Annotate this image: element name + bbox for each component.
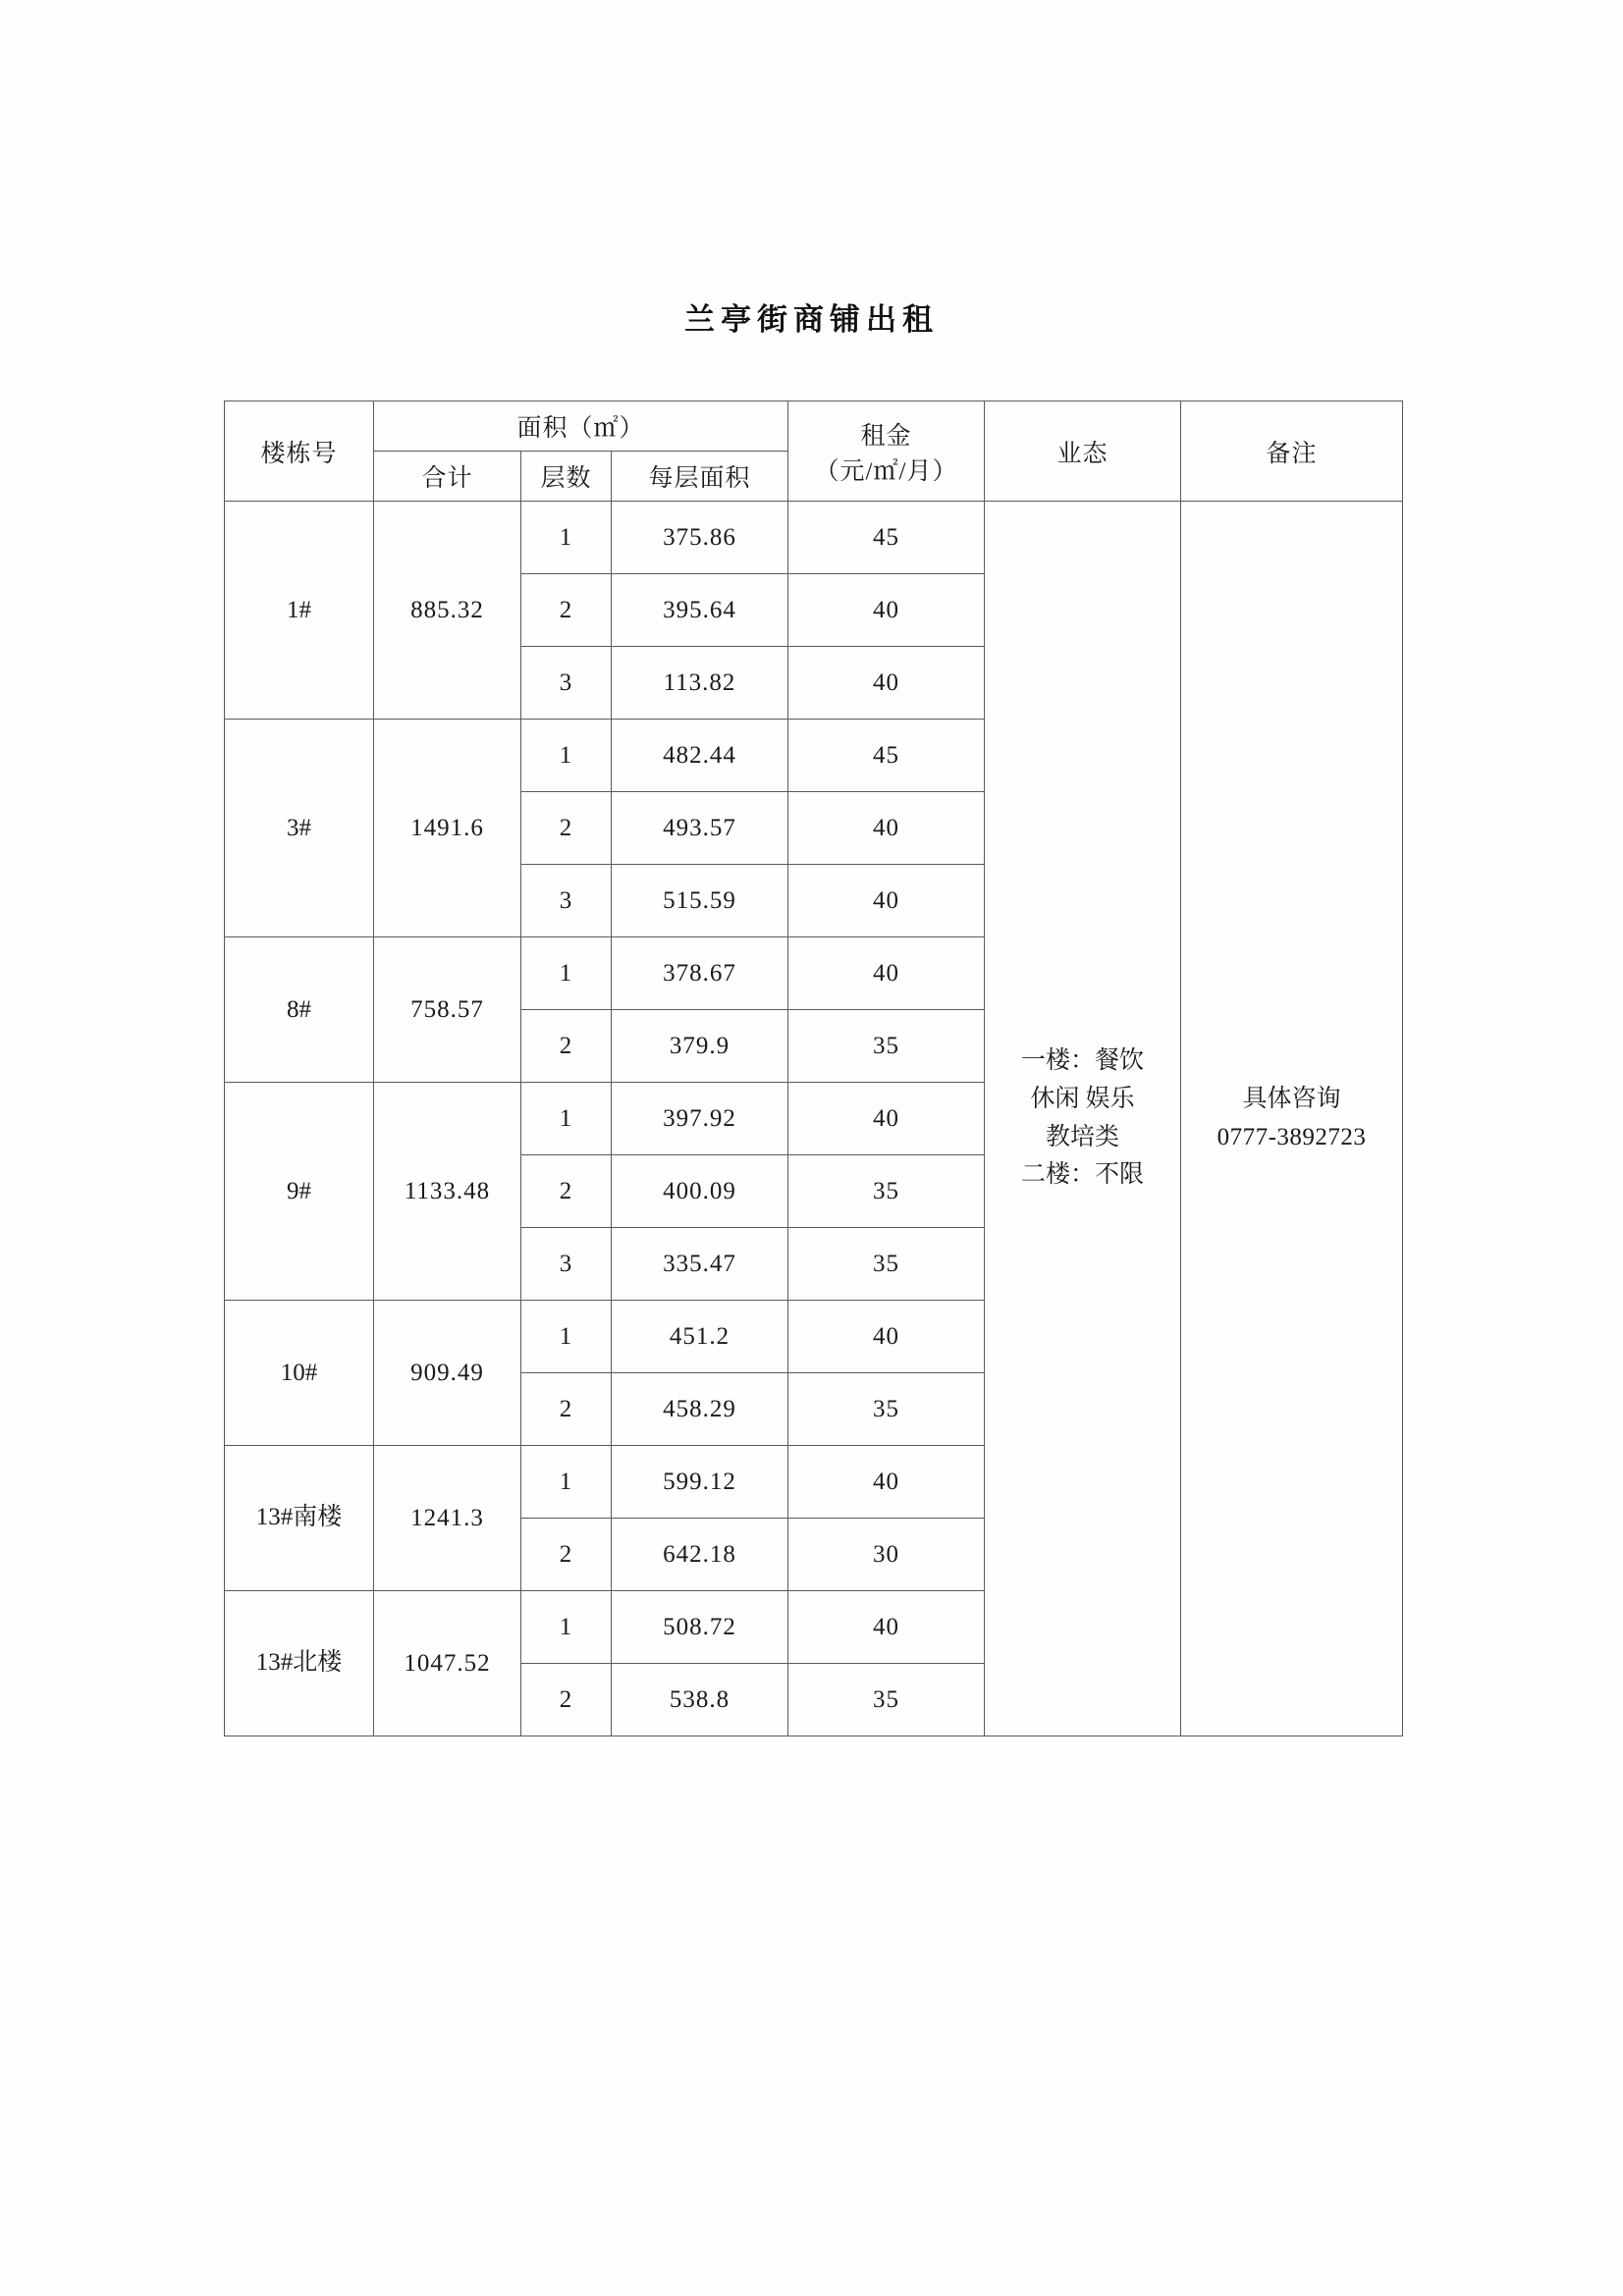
header-rent-line1: 租金 <box>860 422 912 450</box>
cell-rent: 40 <box>788 574 985 647</box>
cell-total: 885.32 <box>374 502 521 720</box>
cell-total: 909.49 <box>374 1301 521 1446</box>
cell-each-floor: 493.57 <box>612 792 788 865</box>
cell-rent: 40 <box>788 1083 985 1155</box>
cell-floor: 1 <box>521 1591 612 1664</box>
cell-each-floor: 642.18 <box>612 1519 788 1591</box>
cell-floor: 1 <box>521 937 612 1010</box>
cell-floor: 2 <box>521 1010 612 1083</box>
cell-floor: 3 <box>521 865 612 937</box>
cell-rent: 35 <box>788 1155 985 1228</box>
header-business-type: 业态 <box>985 401 1181 502</box>
cell-total: 1491.6 <box>374 720 521 937</box>
cell-each-floor: 451.2 <box>612 1301 788 1373</box>
cell-building: 3# <box>225 720 374 937</box>
business-type-line-3: 教培类 <box>1045 1123 1119 1150</box>
cell-floor: 2 <box>521 574 612 647</box>
cell-each-floor: 113.82 <box>612 647 788 720</box>
cell-floor: 1 <box>521 502 612 574</box>
remark-phone: 0777-3892723 <box>1217 1123 1367 1150</box>
remark-line-1: 具体咨询 <box>1242 1085 1341 1112</box>
cell-each-floor: 538.8 <box>612 1664 788 1736</box>
cell-rent: 35 <box>788 1010 985 1083</box>
cell-floor: 1 <box>521 1446 612 1519</box>
cell-rent: 40 <box>788 1446 985 1519</box>
cell-rent: 40 <box>788 1301 985 1373</box>
header-total: 合计 <box>374 452 521 502</box>
cell-total: 1047.52 <box>374 1591 521 1736</box>
cell-each-floor: 400.09 <box>612 1155 788 1228</box>
cell-rent: 40 <box>788 647 985 720</box>
cell-floor: 3 <box>521 1228 612 1301</box>
cell-building: 10# <box>225 1301 374 1446</box>
cell-floor: 3 <box>521 647 612 720</box>
cell-each-floor: 378.67 <box>612 937 788 1010</box>
cell-each-floor: 335.47 <box>612 1228 788 1301</box>
cell-rent: 45 <box>788 720 985 792</box>
cell-total: 758.57 <box>374 937 521 1083</box>
header-each-floor: 每层面积 <box>612 452 788 502</box>
cell-each-floor: 515.59 <box>612 865 788 937</box>
cell-floor: 2 <box>521 792 612 865</box>
cell-business-type <box>985 502 1181 1736</box>
page-title: 兰亭街商铺出租 <box>684 302 939 338</box>
cell-each-floor: 375.86 <box>612 502 788 574</box>
header-building: 楼栋号 <box>225 401 374 502</box>
cell-each-floor: 395.64 <box>612 574 788 647</box>
cell-rent: 45 <box>788 502 985 574</box>
cell-total: 1133.48 <box>374 1083 521 1301</box>
cell-floor: 1 <box>521 1301 612 1373</box>
business-type-line-2: 休闲 娱乐 <box>1030 1085 1135 1112</box>
cell-each-floor: 508.72 <box>612 1591 788 1664</box>
cell-building: 13#北楼 <box>225 1591 374 1736</box>
cell-floor: 2 <box>521 1155 612 1228</box>
cell-rent: 35 <box>788 1228 985 1301</box>
cell-each-floor: 482.44 <box>612 720 788 792</box>
cell-rent: 30 <box>788 1519 985 1591</box>
header-rent-line2: （元/㎡/月） <box>814 457 958 485</box>
cell-building: 9# <box>225 1083 374 1301</box>
header-remark: 备注 <box>1181 401 1403 502</box>
header-floors: 层数 <box>521 452 612 502</box>
cell-rent: 40 <box>788 792 985 865</box>
cell-building: 8# <box>225 937 374 1083</box>
cell-remark <box>1181 502 1403 1736</box>
cell-building: 1# <box>225 502 374 720</box>
cell-each-floor: 397.92 <box>612 1083 788 1155</box>
cell-rent: 35 <box>788 1373 985 1446</box>
cell-rent: 40 <box>788 1591 985 1664</box>
cell-floor: 2 <box>521 1664 612 1736</box>
cell-floor: 1 <box>521 1083 612 1155</box>
header-rent <box>788 401 985 502</box>
business-type-line-4: 二楼：不限 <box>1020 1161 1144 1189</box>
shop-rental-table <box>224 400 1403 1736</box>
cell-building: 13#南楼 <box>225 1446 374 1591</box>
cell-rent: 40 <box>788 865 985 937</box>
table-row <box>225 502 1403 574</box>
cell-floor: 2 <box>521 1373 612 1446</box>
cell-each-floor: 379.9 <box>612 1010 788 1083</box>
cell-each-floor: 599.12 <box>612 1446 788 1519</box>
cell-floor: 1 <box>521 720 612 792</box>
cell-rent: 35 <box>788 1664 985 1736</box>
business-type-line-1: 一楼：餐饮 <box>1020 1047 1144 1074</box>
header-area-group: 面积（㎡） <box>374 401 788 452</box>
cell-floor: 2 <box>521 1519 612 1591</box>
cell-each-floor: 458.29 <box>612 1373 788 1446</box>
cell-total: 1241.3 <box>374 1446 521 1591</box>
cell-rent: 40 <box>788 937 985 1010</box>
